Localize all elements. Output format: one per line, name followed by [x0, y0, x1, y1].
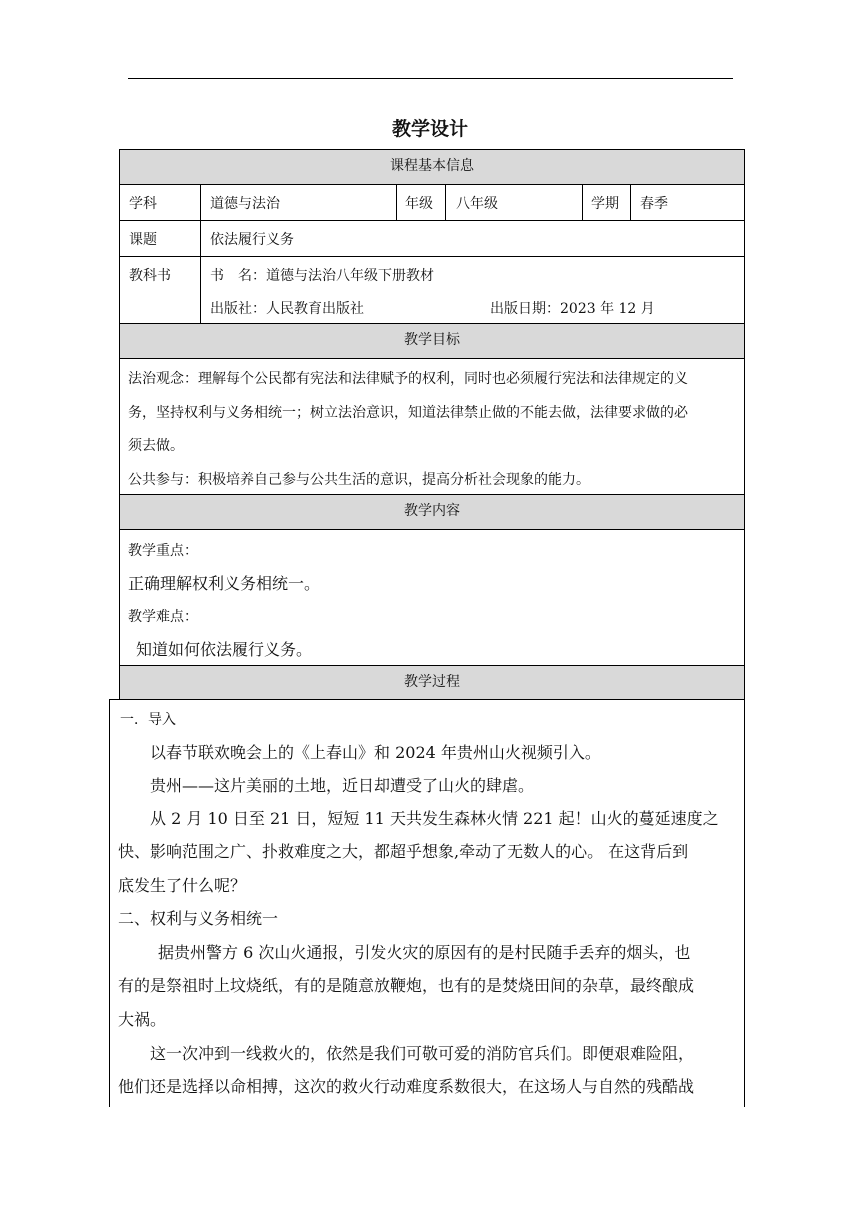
basic-info-header: 课程基本信息 [120, 150, 744, 184]
section2-para1-line3: 大祸。 [118, 1010, 167, 1029]
difficulty-text: 知道如何依法履行义务。 [136, 640, 313, 659]
subject-value: 道德与法治 [210, 196, 280, 212]
difficulty-label: 教学难点： [128, 609, 198, 625]
document-title: 教学设计 [391, 118, 468, 140]
section2-para1-line2: 有的是祭祖时上坟烧纸，有的是随意放鞭炮，也有的是焚烧田间的杂草，最终酿成 [118, 976, 695, 995]
teaching-process-body [109, 699, 745, 1107]
teaching-goals-section [119, 323, 745, 495]
section2-title: 二、权利与义务相统一 [118, 909, 279, 928]
grade-label: 年级 [405, 196, 433, 212]
subject-label: 学科 [129, 196, 157, 212]
section1-title: 一．导入 [120, 712, 176, 728]
section2-para2-line1: 这一次冲到一线救火的，依然是我们可敬可爱的消防官兵们。即便艰难险阻， [150, 1044, 695, 1063]
section1-para3-line3: 底发生了什么呢？ [118, 876, 247, 895]
textbook-name: 书 名：道德与法治八年级下册教材 [210, 268, 434, 284]
topic-value: 依法履行义务 [210, 232, 294, 248]
textbook-pub-date: 出版日期：2023 年 12 月 [490, 301, 655, 317]
teaching-goals-header: 教学目标 [120, 324, 744, 358]
goal-rule-of-law-line3: 须去做。 [128, 438, 184, 454]
section1-para1: 以春节联欢晚会上的《上春山》和 2024 年贵州山火视频引入。 [150, 743, 601, 762]
teaching-content-section [119, 494, 745, 666]
section1-para3-line2: 快、影响范围之广、扑救难度之大，都超乎想象,牵动了无数人的心。 在这背后到 [118, 842, 689, 861]
goal-rule-of-law-line2: 务，坚持权利与义务相统一；树立法治意识，知道法律禁止做的不能去做，法律要求做的必 [128, 405, 688, 421]
section2-para2-line2: 他们还是选择以命相搏，这次的救火行动难度系数很大，在这场人与自然的残酷战 [118, 1077, 695, 1096]
section1-para3-line1: 从 2 月 10 日至 21 日，短短 11 天共发生森林火情 221 起！山火的蔓延速度之 [150, 809, 719, 828]
section1-para2: 贵州——这片美丽的土地，近日却遭受了山火的肆虐。 [150, 776, 535, 795]
header-rule [128, 78, 733, 79]
term-value: 春季 [640, 196, 668, 212]
teaching-process-header: 教学过程 [119, 665, 745, 700]
textbook-label: 教科书 [129, 268, 171, 284]
key-point-label: 教学重点： [128, 543, 198, 559]
teaching-content-header: 教学内容 [120, 495, 744, 529]
section2-para1-line1: 据贵州警方 6 次山火通报，引发火灾的原因有的是村民随手丢弃的烟头，也 [158, 943, 691, 962]
topic-label: 课题 [129, 232, 157, 248]
goal-rule-of-law-line1: 法治观念：理解每个公民都有宪法和法律赋予的权利，同时也必须履行宪法和法律规定的义 [128, 371, 688, 387]
key-point-text: 正确理解权利义务相统一。 [128, 574, 321, 593]
basic-info-table [119, 149, 745, 324]
grade-value: 八年级 [456, 196, 498, 212]
textbook-publisher: 出版社：人民教育出版社 [210, 301, 364, 317]
goal-public-participation: 公共参与：积极培养自己参与公共生活的意识，提高分析社会现象的能力。 [128, 472, 590, 488]
term-label: 学期 [591, 196, 619, 212]
